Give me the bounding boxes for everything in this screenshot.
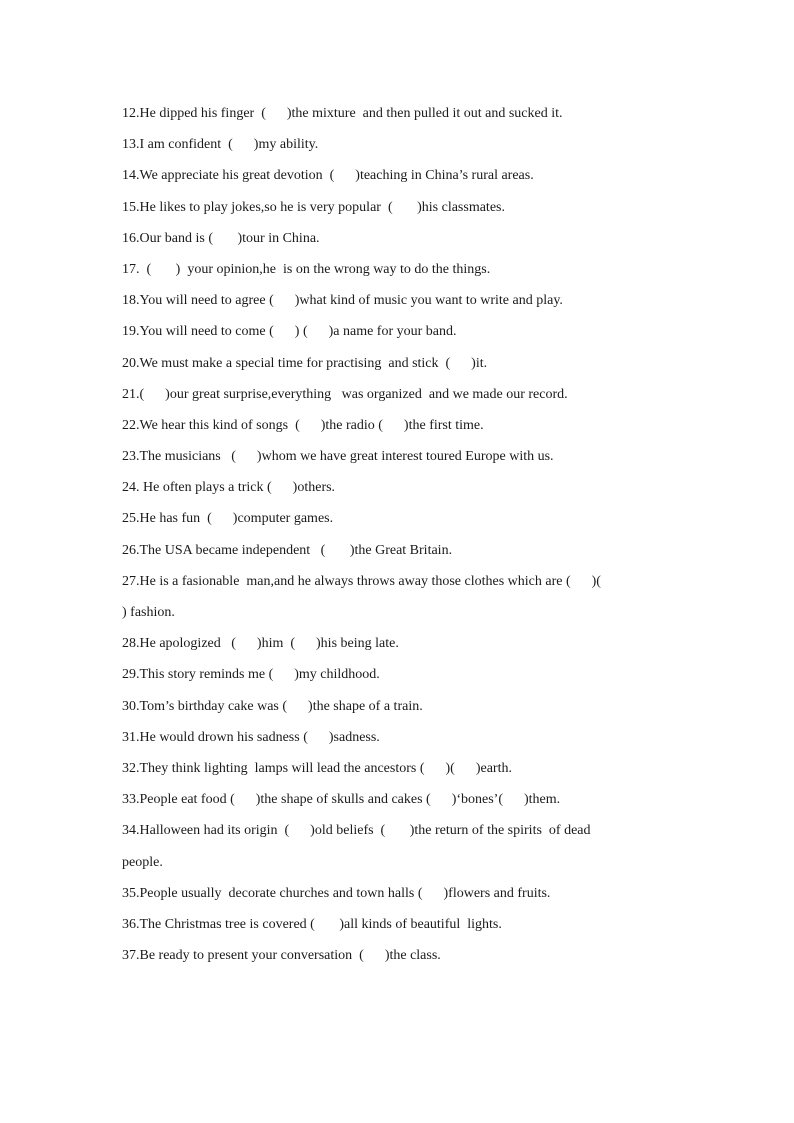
exercise-line: 17. ( ) your opinion,he is on the wrong way to do the things. [122, 261, 491, 277]
exercise-line: 19.You will need to come ( ) ( )a name for your band. [122, 324, 457, 340]
exercise-line: 23.The musicians ( )whom we have great interest toured Europe with us. [122, 449, 554, 465]
exercise-line: 35.People usually decorate churches and town halls ( )flowers and fruits. [122, 885, 551, 901]
exercise-line: 31.He would drown his sadness ( )sadness. [122, 729, 380, 745]
exercise-line-continuation: ) fashion. [122, 605, 175, 620]
exercise-line: 28.He apologized ( )him ( )his being late. [122, 636, 399, 652]
exercise-line: 33.People eat food ( )the shape of skulls and cakes ( )‘bones’( )them. [122, 792, 561, 808]
exercise-line: 15.He likes to play jokes,so he is very popular ( )his classmates. [122, 199, 505, 215]
exercise-line: 34.Halloween had its origin ( )old beliefs ( )the return of the spirits of dead [122, 823, 591, 839]
exercise-line: 36.The Christmas tree is covered ( )all kinds of beautiful lights. [122, 916, 502, 932]
exercise-line: 32.They think lighting lamps will lead the ancestors ( )( )earth. [122, 760, 512, 776]
exercise-line: 20.We must make a special time for practising and stick ( )it. [122, 355, 488, 371]
exercise-line: 12.He dipped his finger ( )the mixture and then pulled it out and sucked it. [122, 106, 563, 121]
exercise-line: 30.Tom’s birthday cake was ( )the shape of a train. [122, 698, 423, 714]
exercise-line: 37.Be ready to present your conversation ( )the class. [122, 948, 441, 964]
exercise-line: 29.This story reminds me ( )my childhood. [122, 667, 380, 683]
exercise-line: 26.The USA became independent ( )the Great Britain. [122, 542, 453, 558]
exercise-line-continuation: people. [122, 854, 163, 870]
exercise-line: 16.Our band is ( )tour in China. [122, 230, 320, 246]
exercise-line: 27.He is a fasionable man,and he always throws away those clothes which are ( )( [122, 573, 601, 589]
exercise-line: 18.You will need to agree ( )what kind of music you want to write and play. [122, 293, 563, 309]
exercise-line: 25.He has fun ( )computer games. [122, 511, 334, 527]
exercise-line: 14.We appreciate his great devotion ( )teaching in China’s rural areas. [122, 168, 534, 184]
exercise-list [122, 103, 662, 976]
exercise-line: 13.I am confident ( )my ability. [122, 137, 319, 153]
exercise-line: 22.We hear this kind of songs ( )the radio ( )the first time. [122, 417, 484, 433]
exercise-line: 24. He often plays a trick ( )others. [122, 480, 336, 496]
exercise-line: 21.( )our great surprise,everything was organized and we made our record. [122, 386, 568, 402]
